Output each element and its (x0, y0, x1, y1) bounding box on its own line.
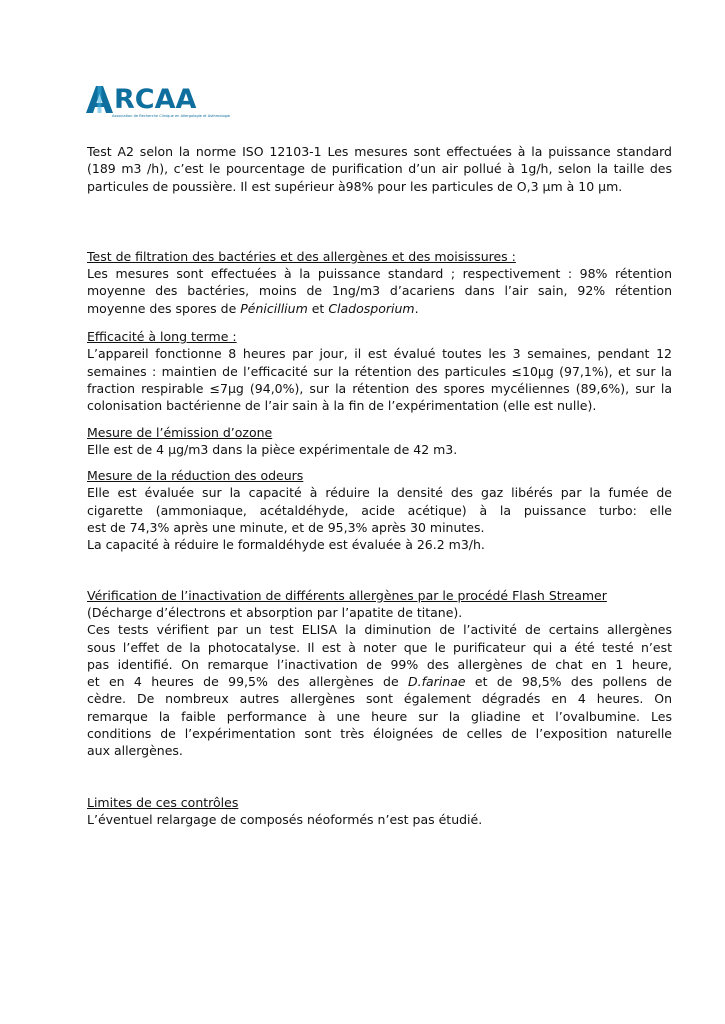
document-body (87, 143, 672, 828)
paragraph-line: L’appareil fonctionne 8 heures par jour, il est évalué toutes les 3 semaines, pendant 12 (87, 346, 672, 362)
section-flash-streamer (87, 587, 672, 604)
spacer (87, 195, 672, 248)
text-run: et (307, 300, 329, 316)
section-heading: Vérification de l’inactivation de différents allergènes par le procédé Flash Streamer (87, 587, 607, 603)
text-run: moyenne des spores de (87, 300, 241, 316)
spacer (87, 760, 672, 794)
paragraph-line: (Décharge d’électrons et absorption par l’apatite de titane). (87, 604, 463, 620)
paragraph-line: L’éventuel relargage de composés néoformés n’est pas étudié. (87, 811, 483, 827)
italic-term: D.farinae (408, 674, 466, 690)
logo-a-mark-icon (86, 86, 113, 113)
paragraph-line: fraction respirable ≤7µg (94,0%), sur la rétention des spores mycéliennes (89,6%), sur la (87, 380, 672, 396)
spacer (87, 458, 672, 467)
section-odeurs (87, 467, 672, 484)
logo-wordmark (86, 86, 196, 113)
paragraph-line: La capacité à réduire le formaldéhyde est évaluée à 26.2 m3/h. (87, 537, 485, 553)
paragraph-line: remarque la faible performance à une heure sur la gliadine et l’ovalbumine. Les (87, 708, 672, 724)
italic-term: Cladosporium (328, 300, 415, 316)
spacer (87, 317, 672, 328)
italic-term: Pénicillium (240, 300, 308, 316)
logo-tagline: Association de Recherche Clinique en Allergologie et Asthmologie (112, 114, 231, 118)
section-filtration (87, 248, 672, 265)
logo-text: RCAA (114, 84, 197, 115)
paragraph-line: conditions de l’expérimentation sont très éloignées de celles de l’exposition naturelle (87, 726, 672, 742)
intro-line: particules de poussière. Il est supérieur à98% pour les particules de O,3 µm à 10 µm. (87, 178, 623, 194)
section-heading: Limites de ces contrôles (87, 794, 239, 810)
paragraph-line (87, 673, 672, 690)
spacer (87, 415, 672, 424)
text-run: . (414, 300, 419, 316)
paragraph-line: pas identifié. On remarque l’inactivation de 99% des allergènes de chat en 1 heure, (87, 656, 672, 672)
paragraph-line: Elle est de 4 µg/m3 dans la pièce expérimentale de 42 m3. (87, 441, 458, 457)
intro-line: Test A2 selon la norme ISO 12103-1 Les mesures sont effectuées à la puissance standard (87, 144, 672, 159)
text-run: et de 98,5% des pollens de (465, 674, 672, 690)
section-limites (87, 794, 672, 811)
paragraph-line: Les mesures sont effectuées à la puissance standard ; respectivement : 98% rétention (87, 266, 672, 282)
paragraph-line: moyenne des bactéries, moins de 1ng/m3 d’acariens dans l’air sain, 92% rétention (87, 283, 672, 299)
paragraph-line: cèdre. De nombreux autres allergènes sont également dégradés en 4 heures. On (87, 691, 672, 707)
section-efficacite (87, 328, 672, 345)
paragraph-line: aux allergènes. (87, 743, 183, 759)
paragraph-line: sous l’effet de la photocatalyse. Il est à noter que le purificateur qui a été testé n’est (87, 639, 672, 655)
section-heading: Efficacité à long terme : (87, 329, 237, 345)
paragraph-line: Ces tests vérifient par un test ELISA la diminution de l’activité de certains allergènes (87, 622, 672, 638)
paragraph-line (87, 300, 672, 317)
section-ozone (87, 424, 672, 441)
arcaa-logo (86, 84, 231, 126)
paragraph-line: semaines : maintien de l’efficacité sur la rétention des particules ≤10µg (97,1%), et sur la (87, 363, 672, 379)
section-heading: Mesure de la réduction des odeurs (87, 468, 304, 484)
spacer (87, 554, 672, 587)
paragraph-line: colonisation bactérienne de l’air sain à la fin de l’expérimentation (elle est nulle). (87, 398, 597, 414)
section-heading: Mesure de l’émission d’ozone (87, 424, 273, 440)
paragraph-line: cigarette (ammoniaque, acétaldéhyde, acide acétique) à la puissance turbo: elle (87, 502, 672, 518)
paragraph-line: est de 74,3% après une minute, et de 95,3% après 30 minutes. (87, 520, 485, 536)
intro-line: (189 m3 /h), c’est le pourcentage de purification d’un air pollué à 1g/h, selon la taille des (87, 161, 672, 177)
section-heading: Test de filtration des bactéries et des allergènes et des moisissures : (87, 248, 516, 264)
paragraph-line: Elle est évaluée sur la capacité à réduire la densité des gaz libérés par la fumée de (87, 485, 672, 501)
text-run: et en 4 heures de 99,5% des allergènes de (87, 674, 408, 690)
